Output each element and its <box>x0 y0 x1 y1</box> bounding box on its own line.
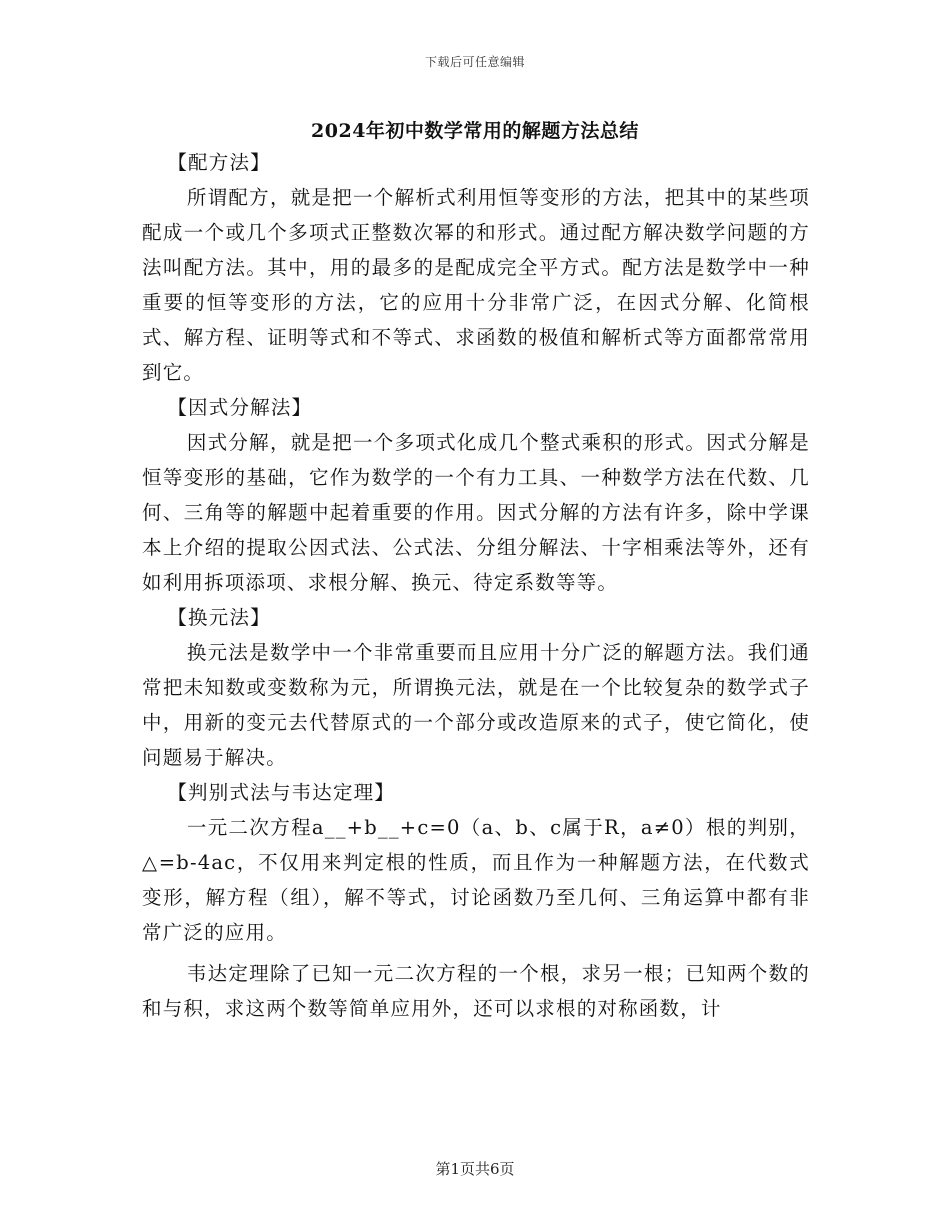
paragraph-weida: 韦达定理除了已知一元二次方程的一个根，求另一根；已知两个数的和与积，求这两个数等简单应用外，还可以求根的对称函数，计 <box>142 962 810 1020</box>
section-heading-panbieshi: 【判别式法与韦达定理】 <box>167 781 396 804</box>
page-number: 第1页共6页 <box>435 1160 515 1178</box>
paragraph-huanyuan: 换元法是数学中一个非常重要而且应用十分广泛的解题方法。我们通常把未知数或变数称为元，所谓换元法，就是在一个比较复杂的数学式子中，用新的变元去代替原式的一个部分或改造原来的式子，使它简化，使问题易于解决。 <box>142 641 810 769</box>
section-heading-yinshi: 【因式分解法】 <box>167 396 313 419</box>
section-heading-huanyuan: 【换元法】 <box>167 606 271 629</box>
paragraph-peifang: 所谓配方，就是把一个解析式利用恒等变形的方法，把其中的某些项配成一个或几个多项式正整数次幂的和形式。通过配方解决数学问题的方法叫配方法。其中，用的最多的是配成完全平方式。配方法是数学中一种重要的恒等变形的方法，它的应用十分非常广泛，在因式分解、化简根式、解方程、证明等式和不等式、求函数的极值和解析式等方面都常常用到它。 <box>142 186 810 384</box>
document-title: 2024年初中数学常用的解题方法总结 <box>311 120 639 142</box>
paragraph-yinshi: 因式分解，就是把一个多项式化成几个整式乘积的形式。因式分解是恒等变形的基础，它作为数学的一个有力工具、一种数学方法在代数、几何、三角等的解题中起着重要的作用。因式分解的方法有许多，除中学课本上介绍的提取公因式法、公式法、分组分解法、十字相乘法等外，还有如利用拆项添项、求根分解、换元、待定系数等等。 <box>142 431 810 594</box>
paragraph-panbieshi: 一元二次方程a__+b__+c=0（a、b、c属于R，a≠0）根的判别，△=b-4ac，不仅用来判定根的性质，而且作为一种解题方法，在代数式变形，解方程（组），解不等式，讨论函数乃至几何、三角运算中都有非常广泛的应用。 <box>142 816 810 944</box>
page-header-note: 下载后可任意编辑 <box>424 55 525 69</box>
section-heading-peifang: 【配方法】 <box>167 151 271 174</box>
document-body <box>142 145 810 1026</box>
